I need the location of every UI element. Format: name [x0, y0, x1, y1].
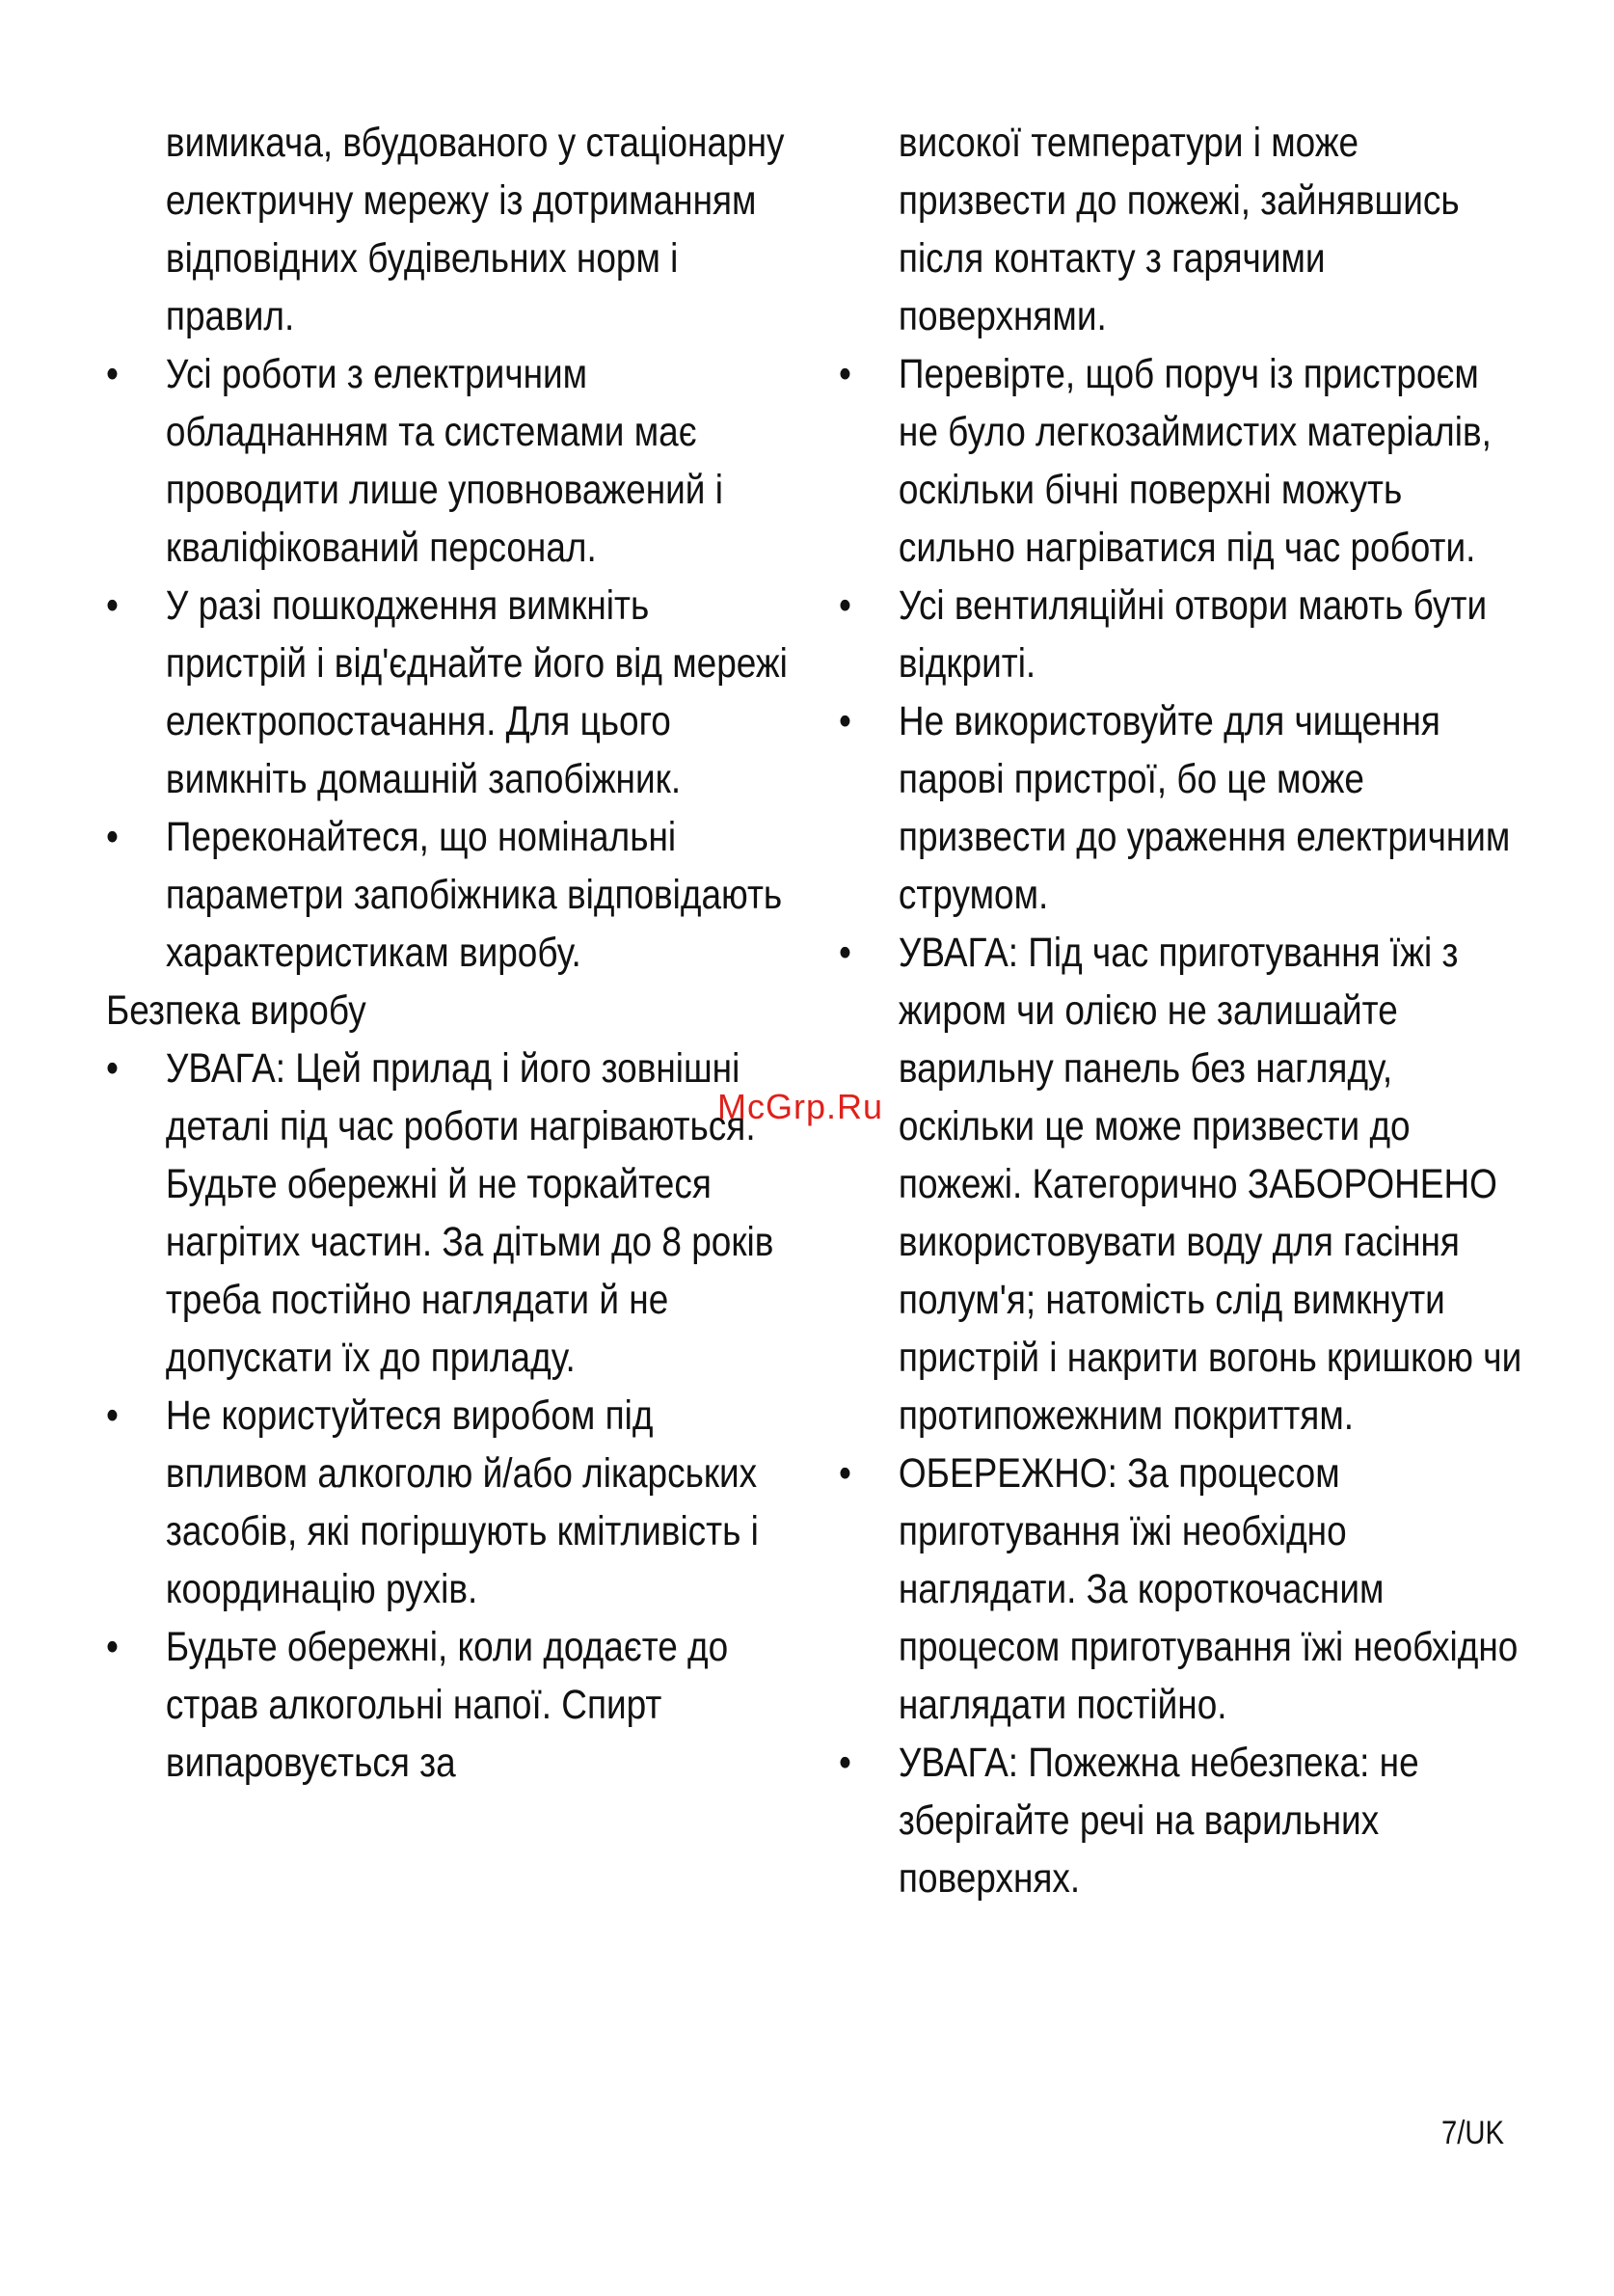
bullet-icon: •: [839, 930, 851, 976]
page-number: 7/UK: [1441, 2115, 1505, 2151]
bullet-icon: •: [839, 698, 851, 744]
list-item-text: Переконайтеся, що номінальні параметри запобіжника відповідають характеристикам виробу.: [165, 814, 783, 976]
list-item: [106, 1618, 794, 1792]
continuation-paragraph: вимикача, вбудованого у стаціонарну електричну мережу із дотриманням відповідних будівельних норм і правил.: [165, 120, 785, 339]
bullet-icon: •: [106, 351, 119, 397]
list-item: [106, 577, 794, 808]
list-item-text: Усі роботи з електричним обладнанням та системами має проводити лише уповноважений і кваліфікований персонал.: [165, 351, 723, 571]
bullet-icon: •: [839, 351, 851, 397]
list-item: [839, 692, 1527, 924]
bullet-icon: •: [839, 1740, 851, 1786]
bullet-icon: •: [106, 1624, 119, 1670]
continuation-paragraph: високої температури і може призвести до пожежі, зайнявшись після контакту з гарячими поверхнями.: [898, 120, 1460, 339]
list-item-text: Не використовуйте для чищення парові пристрої, бо це може призвести до ураження електричним струмом.: [898, 698, 1511, 918]
list-item-text: Будьте обережні, коли додаєте до страв алкогольні напої. Спирт випаровується за: [165, 1624, 729, 1786]
bullet-icon: •: [106, 814, 119, 860]
left-column: [106, 114, 794, 1792]
list-item: [839, 345, 1527, 577]
list-item-text: Перевірте, щоб поруч із пристроєм не було легкозаймистих матеріалів, оскільки бічні поверхні можуть сильно нагріватися під час роботи.: [898, 351, 1492, 571]
list-item: [839, 924, 1527, 1445]
bullet-icon: •: [839, 582, 851, 629]
list-item-text: УВАГА: Цей прилад і його зовнішні деталі під час роботи нагріваються. Будьте обережні й не торкайтеся нагрітих частин. За дітьми до 8 років треба постійно наглядати й не допускати їх до приладу.: [165, 1045, 774, 1381]
list-item-text: ОБЕРЕЖНО: За процесом приготування їжі необхідно наглядати. За короткочасним процесом приготування їжі необхідно наглядати постійно.: [898, 1450, 1519, 1728]
bullet-icon: •: [839, 1450, 851, 1497]
bullet-icon: •: [106, 582, 119, 629]
list-item-text: УВАГА: Пожежна небезпека: не зберігайте речі на варильних поверхнях.: [898, 1740, 1419, 1902]
bullet-icon: •: [106, 1045, 119, 1092]
bullet-icon: •: [106, 1392, 119, 1439]
list-item: [839, 577, 1527, 692]
right-column: [839, 114, 1527, 1907]
list-item-text: Усі вентиляційні отвори мають бути відкриті.: [898, 582, 1488, 687]
list-item: [106, 808, 794, 982]
list-item-text: У разі пошкодження вимкніть пристрій і від'єднайте його від мережі електропостачання. Для цього вимкніть домашній запобіжник.: [165, 582, 788, 802]
list-item: [839, 1734, 1527, 1907]
list-item: [106, 345, 794, 577]
list-item: [839, 1445, 1527, 1734]
section-heading: Безпека виробу: [106, 987, 366, 1034]
list-item-text: УВАГА: Під час приготування їжі з жиром чи олією не залишайте варильну панель без нагляду, оскільки це може призвести до пожежі. Категорично ЗАБОРОНЕНО використовувати воду для гасіння полум'я; натомість слід вимкнути пристрій і накрити вогонь кришкою чи протипожежним покриттям.: [898, 930, 1522, 1439]
list-item: [106, 1387, 794, 1618]
list-item-text: Не користуйтеся виробом під впливом алкоголю й/або лікарських засобів, які погіршують кмітливість і координацію рухів.: [165, 1392, 759, 1612]
list-item: [106, 1040, 794, 1387]
watermark: McGrp.Ru: [717, 1087, 884, 1126]
